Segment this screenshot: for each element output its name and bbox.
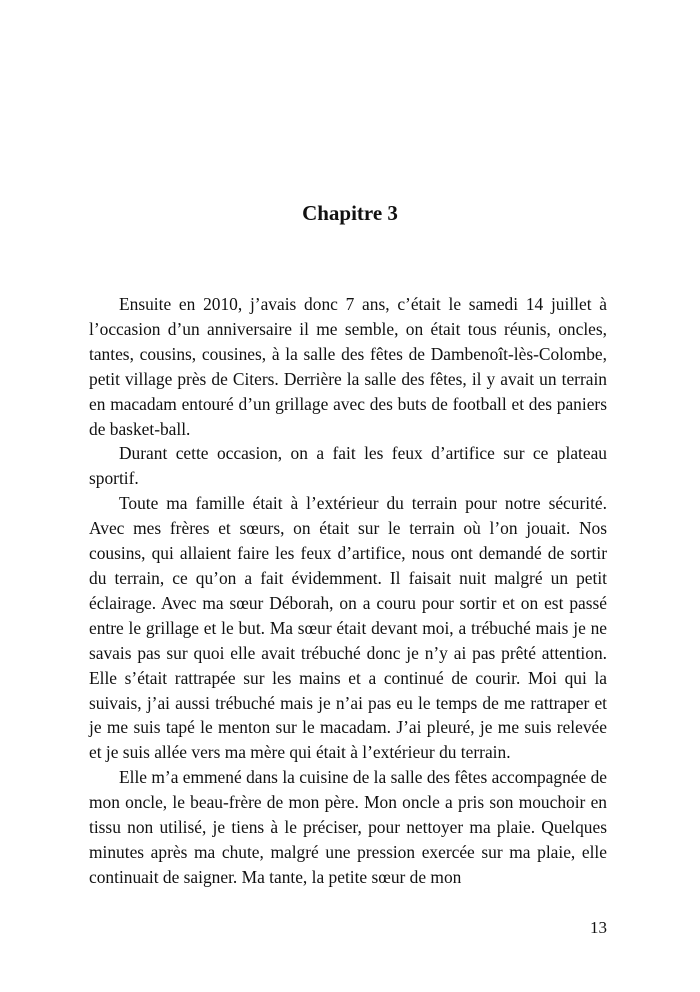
chapter-title: Chapitre 3 bbox=[302, 201, 398, 225]
body-text bbox=[89, 292, 607, 890]
paragraph: Toute ma famille était à l’extérieur du terrain pour notre sécurité. Avec mes frères et sœurs, on était sur le terrain où l’on jouait. Nos cousins, qui allaient faire les feux d’artifice, nous ont demandé de sortir du terrain, ce qu’on a fait évidemment. Il faisait nuit malgré un petit éclairage. Avec ma sœur Déborah, on a couru pour sortir et on est passé entre le grillage et le but. Ma sœur était devant moi, a trébuché mais je ne savais pas sur quoi elle avait trébuché donc je n’y ai pas prêté attention. Elle s’était rattrapée sur les mains et a continué de courir. Moi qui la suivais, j’ai aussi trébuché mais je n’ai pas eu le temps de me rattraper et je me suis tapé le menton sur le macadam. J’ai pleuré, je me suis relevée et je suis allée vers ma mère qui était à l’extérieur du terrain. bbox=[89, 493, 607, 763]
paragraph: Durant cette occasion, on a fait les feux d’artifice sur ce plateau sportif. bbox=[89, 443, 607, 489]
paragraph: Elle m’a emmené dans la cuisine de la salle des fêtes accompagnée de mon oncle, le beau-frère de mon père. Mon oncle a pris son mouchoir en tissu non utilisé, je tiens à le préciser, pour nettoyer ma plaie. Quelques minutes après ma chute, malgré une pression exercée sur ma plaie, elle continuait de saigner. Ma tante, la petite sœur de mon bbox=[89, 767, 607, 887]
paragraph: Ensuite en 2010, j’avais donc 7 ans, c’était le samedi 14 juillet à l’occasion d’un anniversaire il me semble, on était tous réunis, oncles, tantes, cousins, cousines, à la salle des fêtes de Dambenoît-lès-Colombe, petit village près de Citers. Derrière la salle des fêtes, il y avait un terrain en macadam entouré d’un grillage avec des buts de football et des paniers de basket-ball. bbox=[89, 294, 607, 439]
page-number: 13 bbox=[590, 918, 607, 937]
